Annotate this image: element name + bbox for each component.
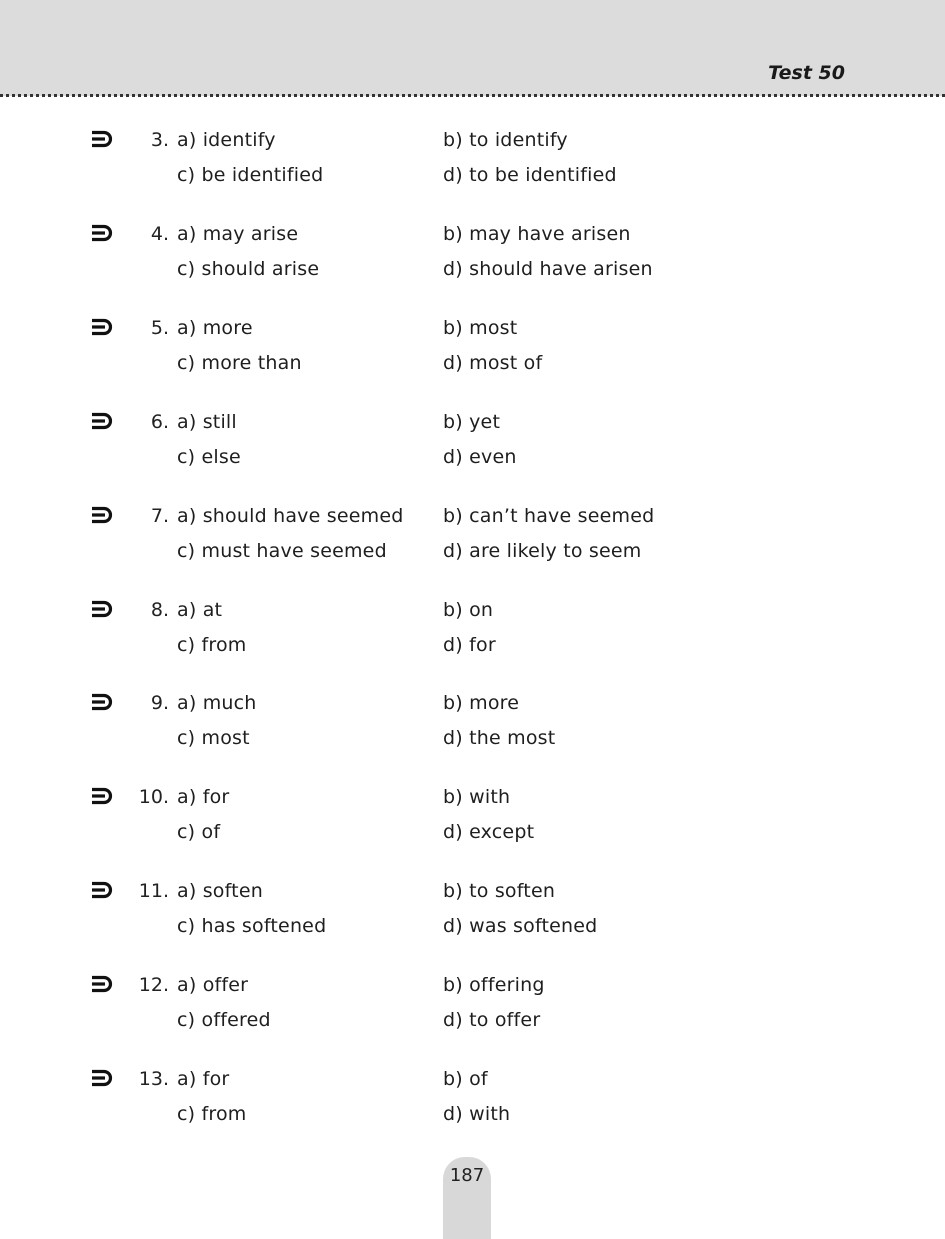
option-d: d) should have arisen — [443, 258, 653, 280]
option-a: a) for — [177, 786, 230, 808]
arrow-icon — [90, 786, 114, 806]
question-number: 13. — [138, 1068, 169, 1090]
option-a: a) much — [177, 692, 257, 714]
question-number: 6. — [150, 411, 169, 433]
arrow-icon — [90, 692, 114, 712]
question-item — [0, 1068, 945, 1138]
option-d: d) even — [443, 446, 517, 468]
option-a: a) offer — [177, 974, 249, 996]
option-b: b) most — [443, 317, 518, 339]
question-number: 12. — [138, 974, 169, 996]
option-a: a) at — [177, 599, 223, 621]
option-b: b) of — [443, 1068, 488, 1090]
option-c: c) should arise — [177, 258, 320, 280]
option-c: c) be identified — [177, 164, 324, 186]
option-a: a) identify — [177, 129, 276, 151]
option-d: d) are likely to seem — [443, 540, 642, 562]
option-b: b) to soften — [443, 880, 556, 902]
option-c: c) more than — [177, 352, 302, 374]
option-d: d) was softened — [443, 915, 598, 937]
question-item — [0, 317, 945, 387]
option-b: b) can’t have seemed — [443, 505, 655, 527]
question-number: 11. — [138, 880, 169, 902]
option-c: c) most — [177, 727, 250, 749]
option-c: c) else — [177, 446, 241, 468]
option-d: d) with — [443, 1103, 511, 1125]
arrow-icon — [90, 223, 114, 243]
dotted-divider — [0, 94, 945, 97]
option-a: a) for — [177, 1068, 230, 1090]
option-d: d) the most — [443, 727, 556, 749]
option-d: d) to offer — [443, 1009, 541, 1031]
option-d: d) for — [443, 634, 496, 656]
question-number: 4. — [150, 223, 169, 245]
question-number: 7. — [150, 505, 169, 527]
option-a: a) should have seemed — [177, 505, 404, 527]
question-item — [0, 880, 945, 950]
arrow-icon — [90, 599, 114, 619]
option-c: c) from — [177, 634, 247, 656]
arrow-icon — [90, 880, 114, 900]
arrow-icon — [90, 317, 114, 337]
question-number: 5. — [150, 317, 169, 339]
arrow-icon — [90, 411, 114, 431]
option-c: c) must have seemed — [177, 540, 387, 562]
arrow-icon — [90, 1068, 114, 1088]
question-item — [0, 411, 945, 481]
option-a: a) may arise — [177, 223, 299, 245]
question-item — [0, 129, 945, 199]
option-d: d) to be identified — [443, 164, 617, 186]
arrow-icon — [90, 129, 114, 149]
option-b: b) more — [443, 692, 520, 714]
option-b: b) may have arisen — [443, 223, 631, 245]
option-c: c) of — [177, 821, 221, 843]
option-b: b) with — [443, 786, 511, 808]
option-d: d) most of — [443, 352, 543, 374]
question-item — [0, 505, 945, 575]
question-number: 9. — [150, 692, 169, 714]
question-item — [0, 599, 945, 669]
question-number: 8. — [150, 599, 169, 621]
option-b: b) to identify — [443, 129, 568, 151]
question-item — [0, 786, 945, 856]
question-item — [0, 692, 945, 762]
option-b: b) yet — [443, 411, 501, 433]
question-item — [0, 223, 945, 293]
option-a: a) more — [177, 317, 253, 339]
option-c: c) has softened — [177, 915, 327, 937]
page-number: 187 — [449, 1165, 485, 1186]
option-c: c) offered — [177, 1009, 271, 1031]
arrow-icon — [90, 505, 114, 525]
question-number: 10. — [138, 786, 169, 808]
option-a: a) still — [177, 411, 237, 433]
option-b: b) on — [443, 599, 494, 621]
arrow-icon — [90, 974, 114, 994]
option-b: b) offering — [443, 974, 545, 996]
question-item — [0, 974, 945, 1044]
page-number-tab — [443, 1157, 491, 1239]
option-c: c) from — [177, 1103, 247, 1125]
option-d: d) except — [443, 821, 535, 843]
test-title: Test 50 — [768, 62, 845, 84]
question-number: 3. — [150, 129, 169, 151]
option-a: a) soften — [177, 880, 263, 902]
